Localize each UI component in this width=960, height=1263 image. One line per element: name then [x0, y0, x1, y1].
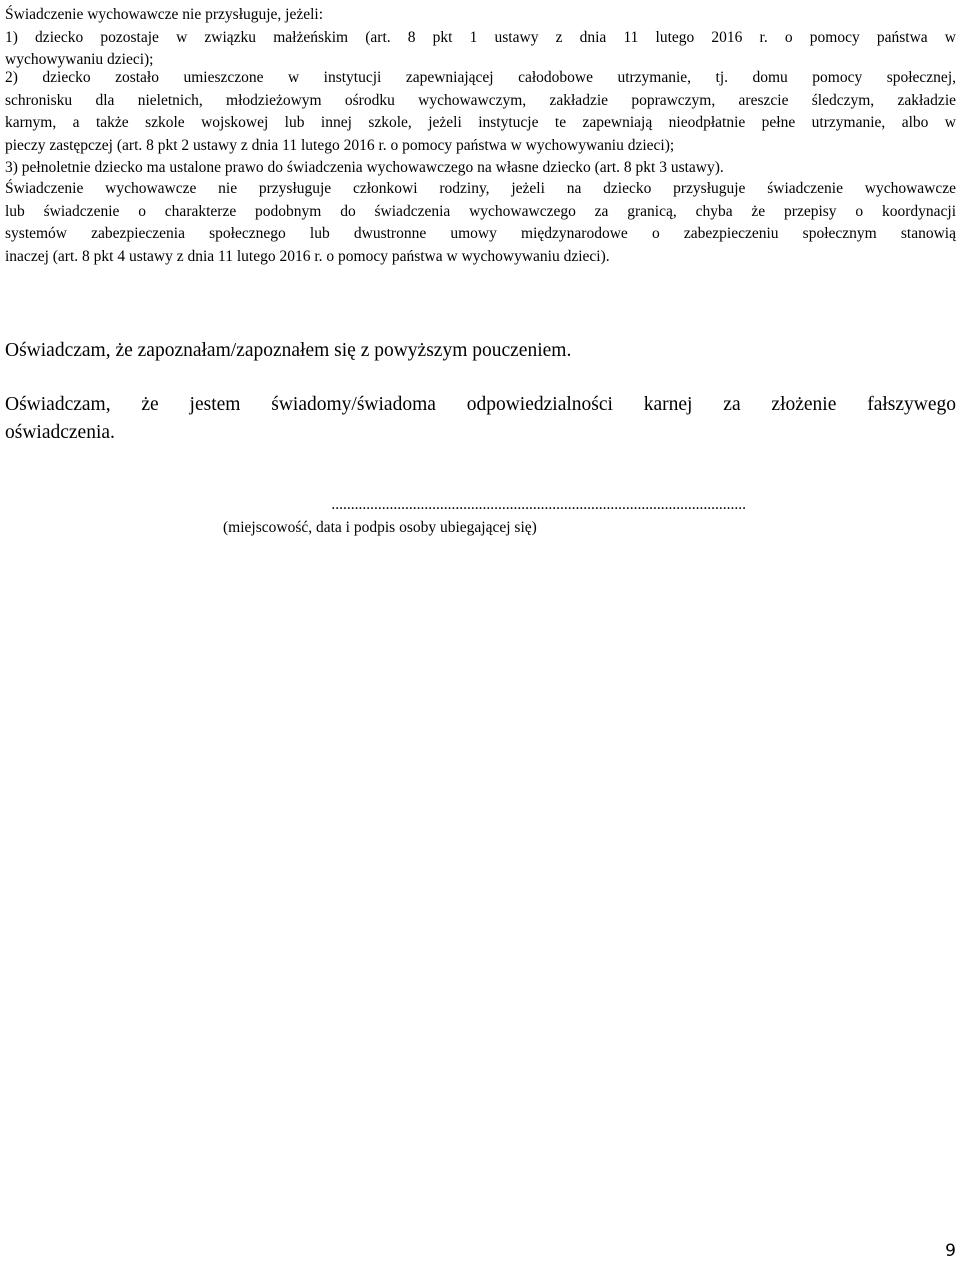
- item-2-line-1: 2) dziecko zostało umieszczone w instytucji zapewniającej całodobowe utrzymanie, tj. domu pomocy społecznej,: [5, 69, 956, 86]
- item-1-line-1: 1) dziecko pozostaje w związku małżeńskim (art. 8 pkt 1 ustawy z dnia 11 lutego 2016 r. o pomocy państwa w: [5, 28, 956, 46]
- statement-responsibility: [5, 391, 956, 447]
- item-2-line-2: schronisku dla nieletnich, młodzieżowym ośrodku wychowawczym, zakładzie poprawczym, areszcie śledczym, zakładzie: [5, 91, 956, 109]
- note-line-2: lub świadczenie o charakterze podobnym do świadczenia wychowawczego za granicą, chyba że przepisy o koordynacji: [5, 202, 956, 220]
- statement-acknowledgement: [5, 337, 956, 365]
- signature-label: (miejscowość, data i podpis osoby ubiegającej się): [223, 518, 537, 536]
- note-line-3: systemów zabezpieczenia społecznego lub dwustronne umowy międzynarodowe o zabezpieczeniu społecznym stanowią: [5, 225, 956, 242]
- item-3-line-1: 3) pełnoletnie dziecko ma ustalone prawo do świadczenia wychowawczego na własne dziecko (art. 8 pkt 3 ustawy).: [5, 159, 724, 176]
- note-line-1: Świadczenie wychowawcze nie przysługuje członkowi rodziny, jeżeli na dziecko przysługuje świadczenie wychowawcze: [5, 180, 956, 197]
- item-1-line-2: wychowywaniu dzieci);: [5, 51, 154, 68]
- statement-2-line-2: oświadczenia.: [5, 422, 115, 443]
- intro-heading: Świadczenie wychowawcze nie przysługuje, jeżeli:: [5, 6, 324, 23]
- intro-section: [5, 4, 956, 72]
- item-2-section: [5, 67, 956, 157]
- note-section: [5, 178, 956, 268]
- item-2-line-4: pieczy zastępczej (art. 8 pkt 2 ustawy z dnia 11 lutego 2016 r. o pomocy państwa w wychowywaniu dzieci);: [5, 136, 675, 154]
- note-line-4: inaczej (art. 8 pkt 4 ustawy z dnia 11 lutego 2016 r. o pomocy państwa w wychowywaniu dzieci).: [5, 247, 610, 265]
- statement-2-line-1: Oświadczam, że jestem świadomy/świadoma odpowiedzialności karnej za złożenie fałszywego: [5, 394, 956, 415]
- item-3-section: [5, 157, 956, 180]
- page-number: 9: [945, 1241, 956, 1261]
- item-2-line-3: karnym, a także szkole wojskowej lub innej szkole, jeżeli instytucje te zapewniają nieodpłatnie pełne utrzymanie, albo w: [5, 114, 956, 131]
- signature-dotted-line: ...........................................................................................................: [331, 496, 746, 513]
- signature-block: [206, 494, 746, 539]
- statement-1-text: Oświadczam, że zapoznałam/zapoznałem się z powyższym pouczeniem.: [5, 340, 572, 361]
